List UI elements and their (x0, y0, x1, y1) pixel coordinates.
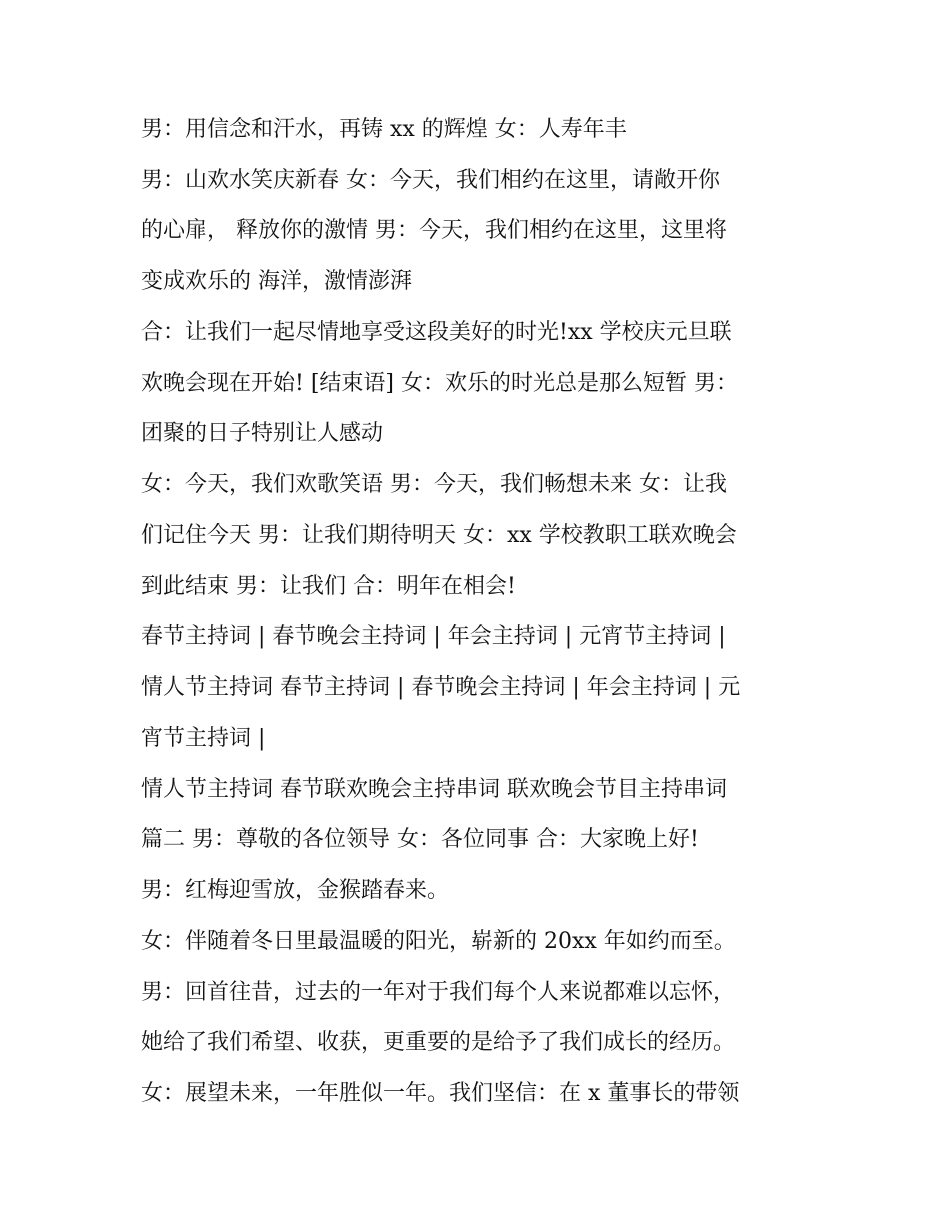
text-line: 的心扉， 释放你的激情 男：今天，我们相约在这里，这里将 (141, 218, 727, 243)
text-line: 她给了我们希望、收获，更重要的是给予了我们成长的经历。 (141, 1030, 736, 1055)
text-line: 团聚的日子特别让人感动 (141, 421, 384, 446)
text-line: 男：红梅迎雪放，金猴踏春来。 (141, 878, 450, 903)
text-line: 合：让我们一起尽情地享受这段美好的时光!xx 学校庆元旦联 (141, 320, 732, 345)
text-line: 女：今天，我们欢歌笑语 男：今天，我们畅想未来 女：让我 (141, 472, 727, 497)
text-line: 男：山欢水笑庆新春 女：今天，我们相约在这里，请敞开你 (141, 168, 720, 193)
text-line: 欢晚会现在开始! [结束语] 女：欢乐的时光总是那么短暂 男： (141, 371, 738, 396)
text-line: 女：展望未来，一年胜似一年。我们坚信：在 x 董事长的带领 (141, 1081, 740, 1106)
text-line: 篇二 男：尊敬的各位领导 女：各位同事 合：大家晚上好! (141, 827, 699, 852)
text-line: 变成欢乐的 海洋，激情澎湃 (141, 269, 412, 294)
text-line: 春节主持词 | 春节晚会主持词 | 年会主持词 | 元宵节主持词 | (141, 624, 726, 649)
text-line: 到此结束 男：让我们 合：明年在相会! (141, 574, 516, 599)
text-line: 宵节主持词 | (141, 726, 266, 751)
text-line: 男：用信念和汗水，再铸 xx 的辉煌 女：人寿年丰 (141, 117, 627, 142)
text-line: 男：回首往昔，过去的一年对于我们每个人来说都难以忘怀， (141, 980, 736, 1005)
text-line: 们记住今天 男：让我们期待明天 女：xx 学校教职工联欢晚会 (141, 523, 737, 548)
text-line: 情人节主持词 春节联欢晚会主持串词 联欢晚会节目主持串词 (141, 777, 727, 802)
text-line: 女：伴随着冬日里最温暖的阳光，崭新的 20xx 年如约而至。 (141, 929, 736, 954)
text-line: 情人节主持词 春节主持词 | 春节晚会主持词 | 年会主持词 | 元 (141, 675, 741, 700)
